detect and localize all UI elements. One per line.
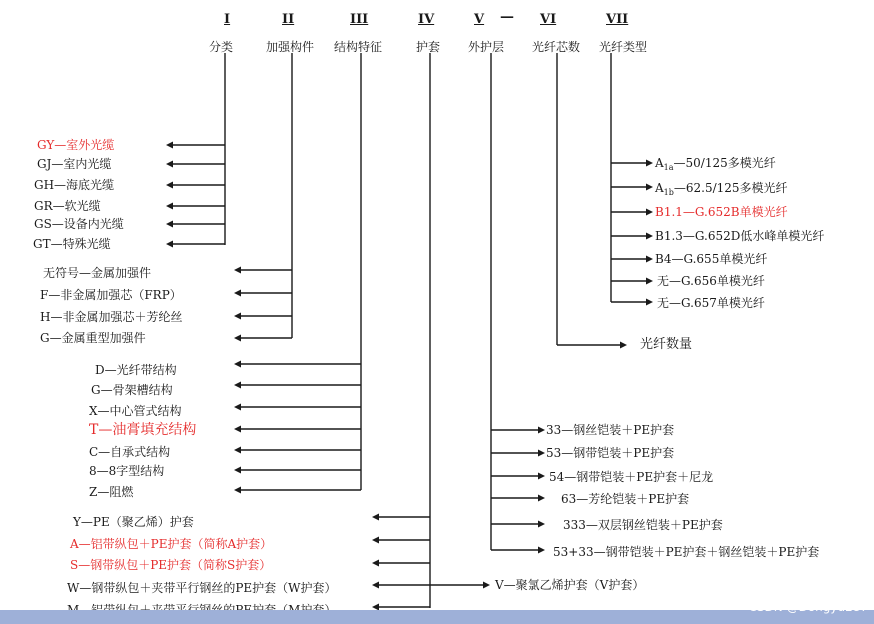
classification-item: GH—海底光缆	[34, 178, 115, 192]
header-numeral: VII	[606, 12, 629, 27]
arrow-head	[372, 537, 379, 544]
structure-item: G—骨架槽结构	[91, 383, 173, 397]
arrow-head	[234, 426, 241, 433]
arrow-head	[646, 278, 653, 285]
classification-item: GY—室外光缆	[37, 138, 115, 152]
outer-layer-item: 54—钢带铠装＋PE护套＋尼龙	[549, 470, 714, 484]
header-numeral: II	[282, 12, 295, 27]
header-label: 外护层	[468, 40, 505, 54]
structure-item: C—自承式结构	[89, 445, 171, 459]
arrow-head	[234, 361, 241, 368]
header-numeral: III	[350, 12, 369, 27]
classification-item: GJ—室内光缆	[37, 157, 112, 171]
arrow-head	[234, 382, 241, 389]
sheath-item: S—钢带纵包＋PE护套（简称S护套）	[70, 558, 272, 572]
outer-layer-item: 53—钢带铠装＋PE护套	[546, 446, 675, 460]
header-label: 加强构件	[266, 40, 315, 54]
sheath-item: W—钢带纵包＋夹带平行钢丝的PE护套（W护套）	[67, 581, 337, 595]
bottom-band	[0, 610, 874, 624]
outer-layer-item: 33—钢丝铠装＋PE护套	[546, 423, 675, 437]
arrow-head	[646, 209, 653, 216]
arrow-head	[646, 160, 653, 167]
header-numeral: VI	[540, 12, 557, 27]
outer-layer-item: 333—双层钢丝铠装＋PE护套	[563, 518, 723, 532]
fiber-type-text: —50/125多模光纤	[673, 156, 776, 170]
classification-item: GR—软光缆	[34, 199, 101, 213]
arrow-head	[538, 495, 545, 502]
header-dash: —	[500, 9, 514, 25]
arrow-head	[234, 335, 241, 342]
fiber-type-subscript: 1b	[663, 188, 674, 197]
fiber-type-subscript: 1a	[663, 163, 674, 172]
fiber-type-item: B4—G.655单模光纤	[655, 252, 768, 266]
header-label: 光纤芯数	[532, 40, 581, 54]
arrow-head	[538, 427, 545, 434]
header-numeral: V	[474, 12, 485, 27]
arrow-head	[234, 290, 241, 297]
fiber-type-item	[655, 181, 788, 200]
arrow-head	[646, 299, 653, 306]
arrow-head	[234, 404, 241, 411]
structure-item: T—油膏填充结构	[89, 422, 197, 438]
arrow-head	[372, 514, 379, 521]
fiber-type-prefix: A	[655, 181, 664, 195]
structure-item: X—中心管式结构	[89, 404, 182, 418]
arrow-head	[538, 547, 545, 554]
outer-layer-item: 63—芳纶铠装＋PE护套	[561, 492, 690, 506]
arrow-head	[234, 487, 241, 494]
outer-layer-item: 53+33—钢带铠装＋PE护套＋钢丝铠装＋PE护套	[553, 545, 820, 559]
strength-member-item: F—非金属加强芯（FRP）	[40, 288, 182, 302]
fiber-type-text: —62.5/125多模光纤	[673, 181, 788, 195]
classification-item: GS—设备内光缆	[34, 217, 124, 231]
arrow-head	[538, 450, 545, 457]
strength-member-item: 无符号—金属加强件	[43, 266, 152, 280]
fiber-type-prefix: A	[655, 156, 664, 170]
header-label: 结构特征	[334, 40, 383, 54]
arrow-head	[166, 241, 173, 248]
watermark: CSDN @Dongyu287	[748, 600, 868, 614]
arrow-head	[646, 256, 653, 263]
arrow-head	[234, 467, 241, 474]
structure-item: Z—阻燃	[89, 485, 134, 499]
arrow-head	[166, 161, 173, 168]
fiber-type-item: 无—G.657单模光纤	[657, 296, 765, 310]
arrow-head	[234, 447, 241, 454]
structure-item: D—光纤带结构	[95, 363, 177, 377]
arrow-head	[372, 560, 379, 567]
arrow-head	[372, 582, 379, 589]
arrow-head	[646, 233, 653, 240]
header-numeral: IV	[418, 12, 435, 27]
arrow-head	[234, 267, 241, 274]
strength-member-item: H—非金属加强芯＋芳纶丝	[40, 310, 183, 324]
header-label: 分类	[209, 40, 234, 54]
arrow-head	[166, 221, 173, 228]
header-label: 光纤类型	[599, 40, 648, 54]
fiber-type-item: B1.1—G.652B单模光纤	[655, 205, 788, 219]
arrow-head	[538, 473, 545, 480]
header-numeral: I	[224, 12, 231, 27]
sheath-v-item: V—聚氯乙烯护套（V护套）	[495, 578, 645, 592]
fiber-type-item	[655, 156, 776, 175]
arrow-head	[234, 313, 241, 320]
sheath-item: Y—PE（聚乙烯）护套	[73, 515, 194, 529]
strength-member-item: G—金属重型加强件	[40, 331, 146, 345]
header-label: 护套	[416, 40, 441, 54]
classification-item: GT—特殊光缆	[33, 237, 111, 251]
fiber-count-label: 光纤数量	[640, 337, 693, 352]
arrow-head	[538, 521, 545, 528]
arrow-head	[166, 203, 173, 210]
arrow-head	[166, 182, 173, 189]
arrow-head	[620, 342, 627, 349]
arrow-head	[483, 582, 490, 589]
sheath-item: A—铝带纵包＋PE护套（简称A护套）	[70, 537, 273, 551]
fiber-type-item: B1.3—G.652D低水峰单模光纤	[655, 229, 825, 243]
fiber-type-item: 无—G.656单模光纤	[657, 274, 765, 288]
arrow-head	[646, 184, 653, 191]
arrow-head	[166, 142, 173, 149]
structure-item: 8—8字型结构	[89, 464, 165, 478]
